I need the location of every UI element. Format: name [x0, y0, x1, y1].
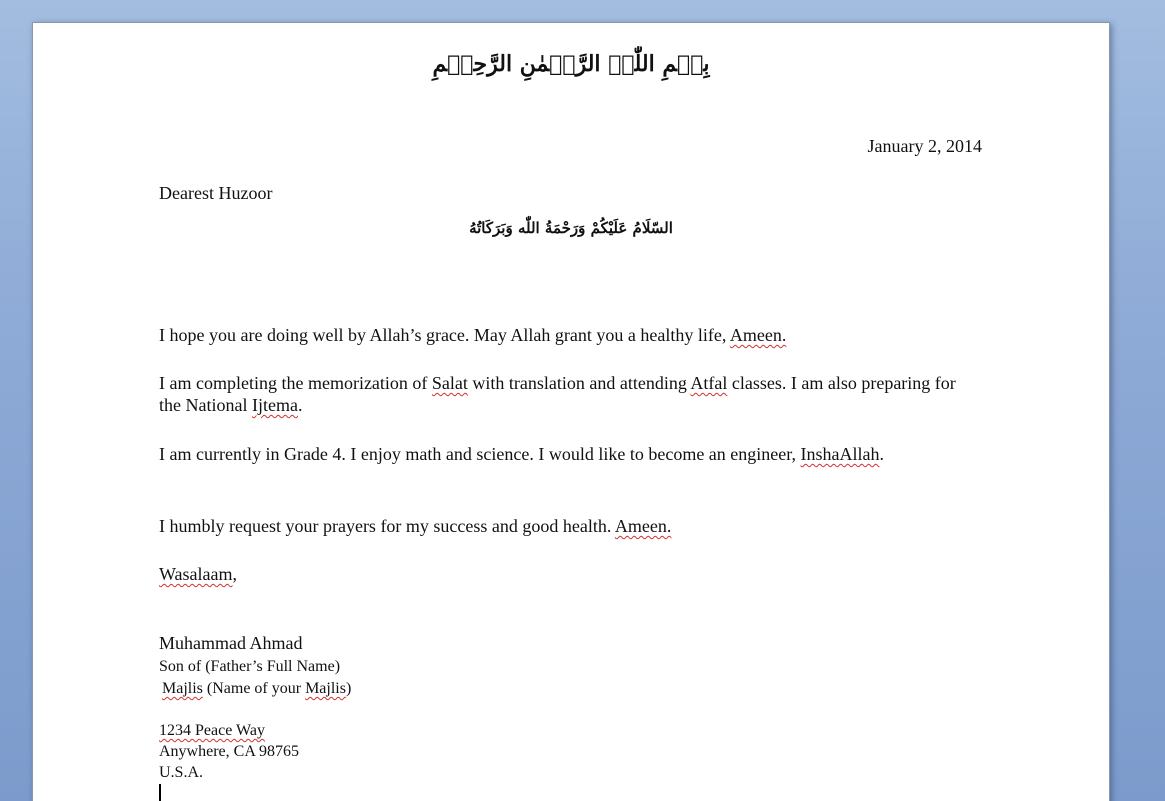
salaam-greeting: السّلَامُ عَلَيْكُمْ وَرَحْمَةُ اللّٰه وَبَرَكَاتُهُ: [469, 219, 673, 237]
document-page[interactable]: [32, 22, 1110, 801]
misspelled-word[interactable]: InshaAllah: [800, 444, 880, 464]
paragraph-4: [159, 515, 979, 537]
paragraph-2-text: I am completing the memorization of: [159, 373, 432, 393]
address-line-3: U.S.A.: [159, 764, 204, 781]
paragraph-3: [159, 443, 979, 465]
letter-date: January 2, 2014: [867, 136, 982, 156]
closing: [159, 563, 979, 585]
misspelled-word[interactable]: Majlis: [305, 680, 346, 697]
salutation: Dearest Huzoor: [159, 183, 273, 203]
paragraph-3-text: .: [879, 444, 885, 464]
signature-son-of: Son of (Father’s Full Name): [159, 658, 341, 675]
signature-majlis: [162, 678, 982, 699]
majlis-text: ): [345, 680, 352, 697]
paragraph-2: [159, 372, 979, 416]
misspelled-word[interactable]: Wasalaam: [159, 564, 233, 584]
misspelled-word[interactable]: Ameen.: [729, 325, 787, 345]
paragraph-4-text: I humbly request your prayers for my success and good health.: [159, 516, 615, 536]
misspelled-word[interactable]: Ameen.: [614, 516, 672, 536]
bismillah-heading: بِسۡمِ اللّٰہِ الرَّحۡمٰنِ الرَّحِیۡمِ: [432, 51, 710, 77]
paragraph-1-text: I hope you are doing well by Allah’s grace. May Allah grant you a healthy life,: [159, 325, 730, 345]
misspelled-word[interactable]: Salat: [431, 373, 468, 393]
paragraph-2-text: classes. I am also preparing for the National: [159, 373, 956, 415]
misspelled-word[interactable]: 1234 Peace Way: [159, 722, 265, 739]
misspelled-word[interactable]: Atfal: [690, 373, 728, 393]
address-line-2: Anywhere, CA 98765: [159, 743, 299, 760]
paragraph-2-text: with translation and attending: [467, 373, 691, 393]
paragraph-1: [159, 324, 979, 346]
signature-name: Muhammad Ahmad: [159, 633, 303, 653]
text-cursor: [159, 784, 161, 801]
closing-text: ,: [232, 564, 238, 584]
paragraph-2-text: .: [297, 395, 303, 415]
paragraph-3-text: I am currently in Grade 4. I enjoy math and science. I would like to become an engineer,: [159, 444, 801, 464]
address-line-1: [159, 720, 979, 741]
misspelled-word[interactable]: Ijtema: [251, 395, 298, 415]
majlis-text: (Name of your: [202, 680, 306, 697]
misspelled-word[interactable]: Majlis: [162, 680, 203, 697]
